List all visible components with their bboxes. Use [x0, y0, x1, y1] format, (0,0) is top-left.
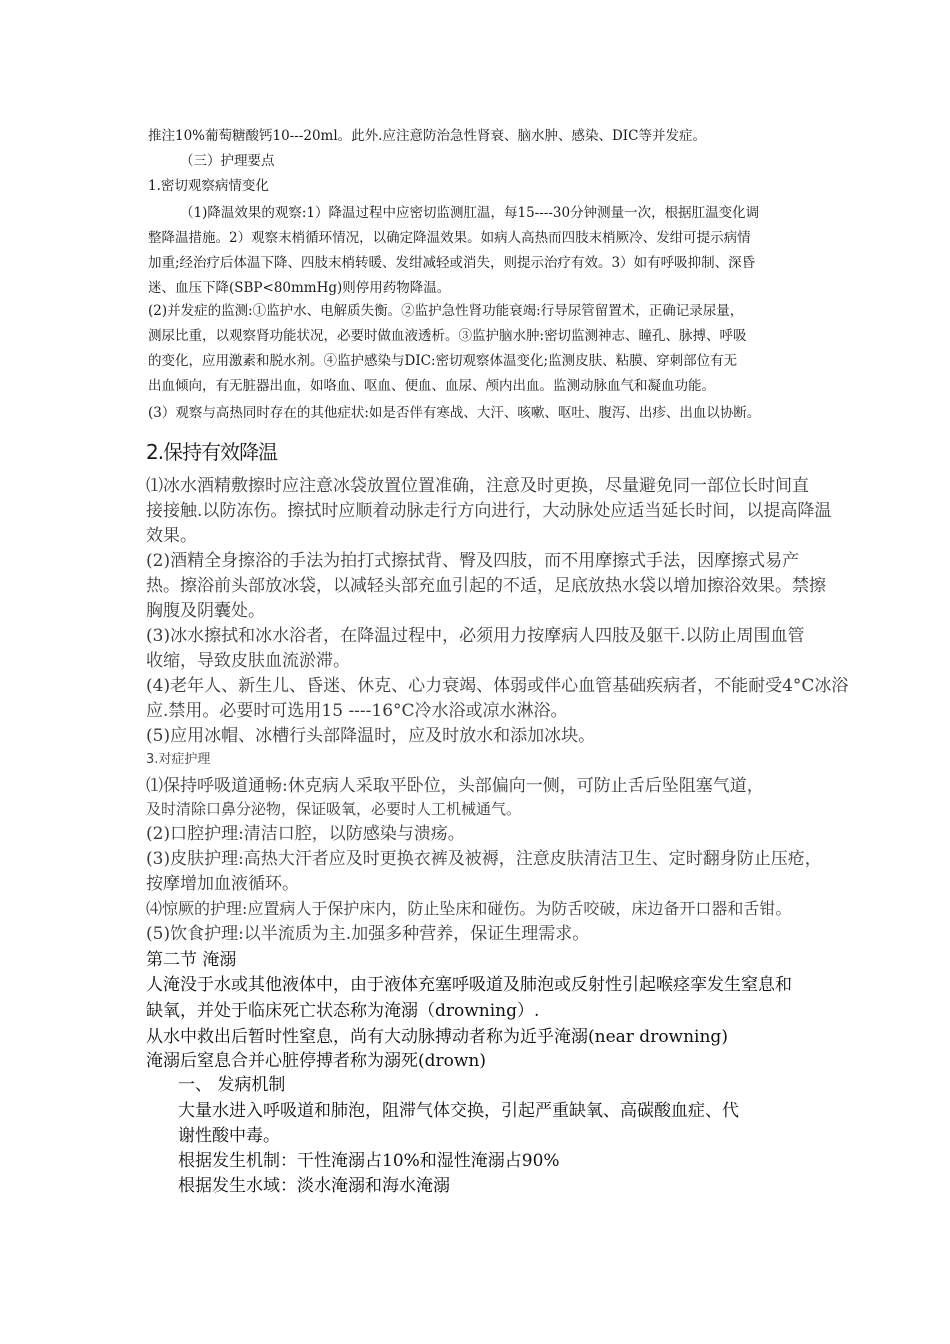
section-heading: （三）护理要点	[180, 153, 275, 169]
text-line: 加重;经治疗后体温下降、四肢末梢转暖、发绀减轻或消失，则提示治疗有效。3）如有呼吸抑制、深昏	[148, 255, 756, 271]
text-line: 出血倾向，有无脏器出血，如咯血、呕血、便血、血尿、颅内出血。监测动脉血气和凝血功能。	[148, 378, 715, 394]
text-line: 胸腹及阴囊处。	[146, 601, 265, 621]
text-line: 谢性酸中毒。	[178, 1126, 280, 1146]
text-line: 接接触.以防冻伤。擦拭时应顺着动脉走行方向进行，大动脉处应适当延长时间，以提高降温	[146, 501, 832, 521]
text-line: ⑴冰水酒精敷擦时应注意冰袋放置位置准确，注意及时更换，尽量避免同一部位长时间直	[146, 476, 809, 496]
text-line: 人淹没于水或其他液体中，由于液体充塞呼吸道及肺泡或反射性引起喉痉挛发生窒息和	[146, 975, 792, 995]
text-line: 推注10%葡萄糖酸钙10---20ml。此外.应注意防治急性肾衰、脑水肿、感染、DIC等并发症。	[148, 128, 706, 144]
text-line: 按摩增加血液循环。	[146, 874, 299, 894]
text-line: 迷、血压下降(SBP<80mmHg)则停用药物降温。	[148, 280, 451, 296]
text-line: 整降温措施。2）观察末梢循环情况，以确定降温效果。如病人高热而四肢末梢厥冷、发绀可提示病情	[148, 230, 751, 246]
subsection-heading: 1.密切观察病情变化	[148, 178, 269, 194]
text-line: 大量水进入呼吸道和肺泡，阻滞气体交换，引起严重缺氧、高碳酸血症、代	[178, 1101, 739, 1121]
text-line: （1)降温效果的观察:1）降温过程中应密切监测肛温，每15----30分钟测量一次，根据肛温变化调	[180, 205, 760, 221]
text-line: (3)皮肤护理:高热大汗者应及时更换衣裤及被褥，注意皮肤清洁卫生、定时翻身防止压疮，	[146, 849, 822, 869]
text-line: (5)饮食护理:以半流质为主.加强多种营养，保证生理需求。	[146, 924, 590, 944]
text-line: 收缩，导致皮肤血流淤滞。	[146, 651, 350, 671]
text-line: 根据发生水域：淡水淹溺和海水淹溺	[178, 1176, 450, 1196]
text-line: 缺氧，并处于临床死亡状态称为淹溺（drowning）.	[146, 1001, 540, 1021]
subsection-heading: 一、 发病机制	[178, 1075, 286, 1095]
text-line: 测尿比重，以观察肾功能状况，必要时做血液透析。③监护脑水肿:密切监测神志、瞳孔、脉搏、呼吸	[148, 328, 747, 344]
text-line: 从水中救出后暂时性窒息，尚有大动脉搏动者称为近乎淹溺(near drowning)	[146, 1027, 728, 1047]
text-line: (2)并发症的监测:①监护水、电解质失衡。②监护急性肾功能衰竭:行导尿管留置术，正确记录尿量，	[148, 303, 744, 319]
text-line: (5)应用冰帽、冰槽行头部降温时，应及时放水和添加冰块。	[146, 726, 596, 746]
section-heading: 第二节 淹溺	[146, 950, 237, 970]
text-line: 热。擦浴前头部放冰袋，以减轻头部充血引起的不适，足底放热水袋以增加擦浴效果。禁擦	[146, 576, 826, 596]
text-line: (2)口腔护理:清洁口腔，以防感染与溃疡。	[146, 824, 465, 844]
text-line: ⑴保持呼吸道通畅:休克病人采取平卧位，头部偏向一侧，可防止舌后坠阻塞气道，	[146, 776, 764, 796]
text-line: 及时清除口鼻分泌物，保证吸氧，必要时人工机械通气。	[146, 800, 522, 818]
text-line: (2)酒精全身擦浴的手法为拍打式擦拭背、臀及四肢，而不用摩擦式手法，因摩擦式易产	[146, 551, 800, 571]
text-line: ⑷惊厥的护理:应置病人于保护床内，防止坠床和碰伤。为防舌咬破，床边备开口器和舌钳。	[146, 899, 792, 918]
text-line: 的变化，应用激素和脱水剂。④监护感染与DIC:密切观察体温变化;监测皮肤、粘膜、穿刺部位有无	[148, 353, 738, 369]
text-line: 应.禁用。必要时可选用15 ----16°C冷水浴或凉水淋浴。	[146, 701, 568, 721]
text-line: 淹溺后窒息合并心脏停搏者称为溺死(drown)	[146, 1051, 487, 1071]
text-line: 根据发生机制：干性淹溺占10%和湿性淹溺占90%	[178, 1151, 560, 1171]
text-line: (3）观察与高热同时存在的其他症状:如是否伴有寒战、大汗、咳嗽、呕吐、腹泻、出疹、出血以协断。	[148, 405, 761, 421]
text-line: (4)老年人、新生儿、昏迷、休克、心力衰竭、体弱或伴心血管基础疾病者，不能耐受4°C冰浴	[146, 676, 849, 696]
subsection-heading: 3.对症护理	[146, 752, 211, 767]
text-line: 效果。	[146, 526, 197, 546]
subsection-heading: 2.保持有效降温	[146, 440, 278, 464]
text-line: (3)冰水擦拭和冰水浴者，在降温过程中，必须用力按摩病人四肢及躯干.以防止周围血管	[146, 626, 805, 646]
